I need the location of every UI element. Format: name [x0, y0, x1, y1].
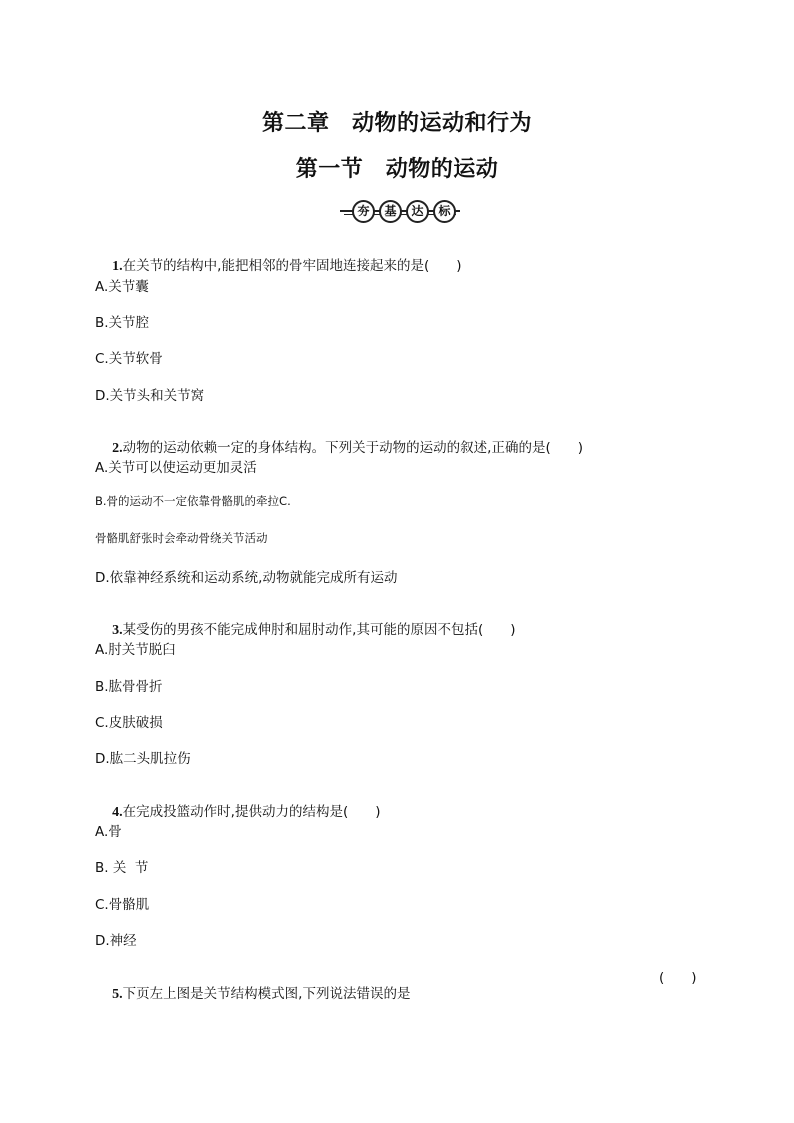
question-option: B.肱骨骨折	[95, 679, 163, 695]
question-option: C.骨骼肌	[95, 897, 150, 913]
question-stem	[95, 238, 462, 291]
question-number: 4.	[112, 805, 123, 820]
question-text: 在关节的结构中,能把相邻的骨牢固地连接起来的是( )	[122, 258, 462, 274]
question-option: 骨骼肌舒张时会牵动骨绕关节活动	[95, 531, 268, 545]
question-text: 动物的运动依赖一定的身体结构。下列关于动物的运动的叙述,正确的是( )	[122, 440, 583, 456]
question-text: 某受伤的男孩不能完成伸肘和屈肘动作,其可能的原因不包括( )	[122, 622, 516, 638]
chapter-title: 第二章 动物的运动和行为	[261, 111, 532, 136]
question-option: B.骨的运动不一定依靠骨骼肌的牵拉C.	[95, 494, 291, 508]
section-title: 第一节 动物的运动	[295, 157, 499, 182]
banner-char: 标	[433, 200, 456, 223]
question-number: 5.	[112, 987, 123, 1002]
question-option: A.关节可以使运动更加灵活	[95, 460, 257, 476]
question-option: D.神经	[95, 933, 137, 949]
question-number: 1.	[112, 259, 123, 274]
question-option: A.关节囊	[95, 279, 149, 295]
question-number: 3.	[112, 623, 123, 638]
question-text: 下页左上图是关节结构模式图,下列说法错误的是	[122, 986, 411, 1002]
question-option: D.肱二头肌拉伤	[95, 751, 191, 767]
question-option: A.肘关节脱臼	[95, 642, 176, 658]
question-option: C.关节软骨	[95, 351, 163, 367]
question-option: B.关节腔	[95, 315, 150, 331]
question-option: D.关节头和关节窝	[95, 388, 205, 404]
section-banner	[340, 200, 460, 222]
banner-char: 基	[379, 200, 402, 223]
answer-parentheses: ( )	[659, 970, 697, 986]
question-text: 在完成投篮动作时,提供动力的结构是( )	[122, 804, 381, 820]
banner-char: 夯	[352, 200, 375, 223]
question-option: C.皮肤破损	[95, 715, 163, 731]
banner-char: 达	[406, 200, 429, 223]
question-stem	[95, 784, 381, 837]
question-number: 2.	[112, 441, 123, 456]
question-stem	[95, 966, 410, 1019]
question-option: A.骨	[95, 824, 122, 840]
question-option: B. 关 节	[95, 860, 149, 876]
question-option: D.依靠神经系统和运动系统,动物就能完成所有运动	[95, 570, 398, 586]
